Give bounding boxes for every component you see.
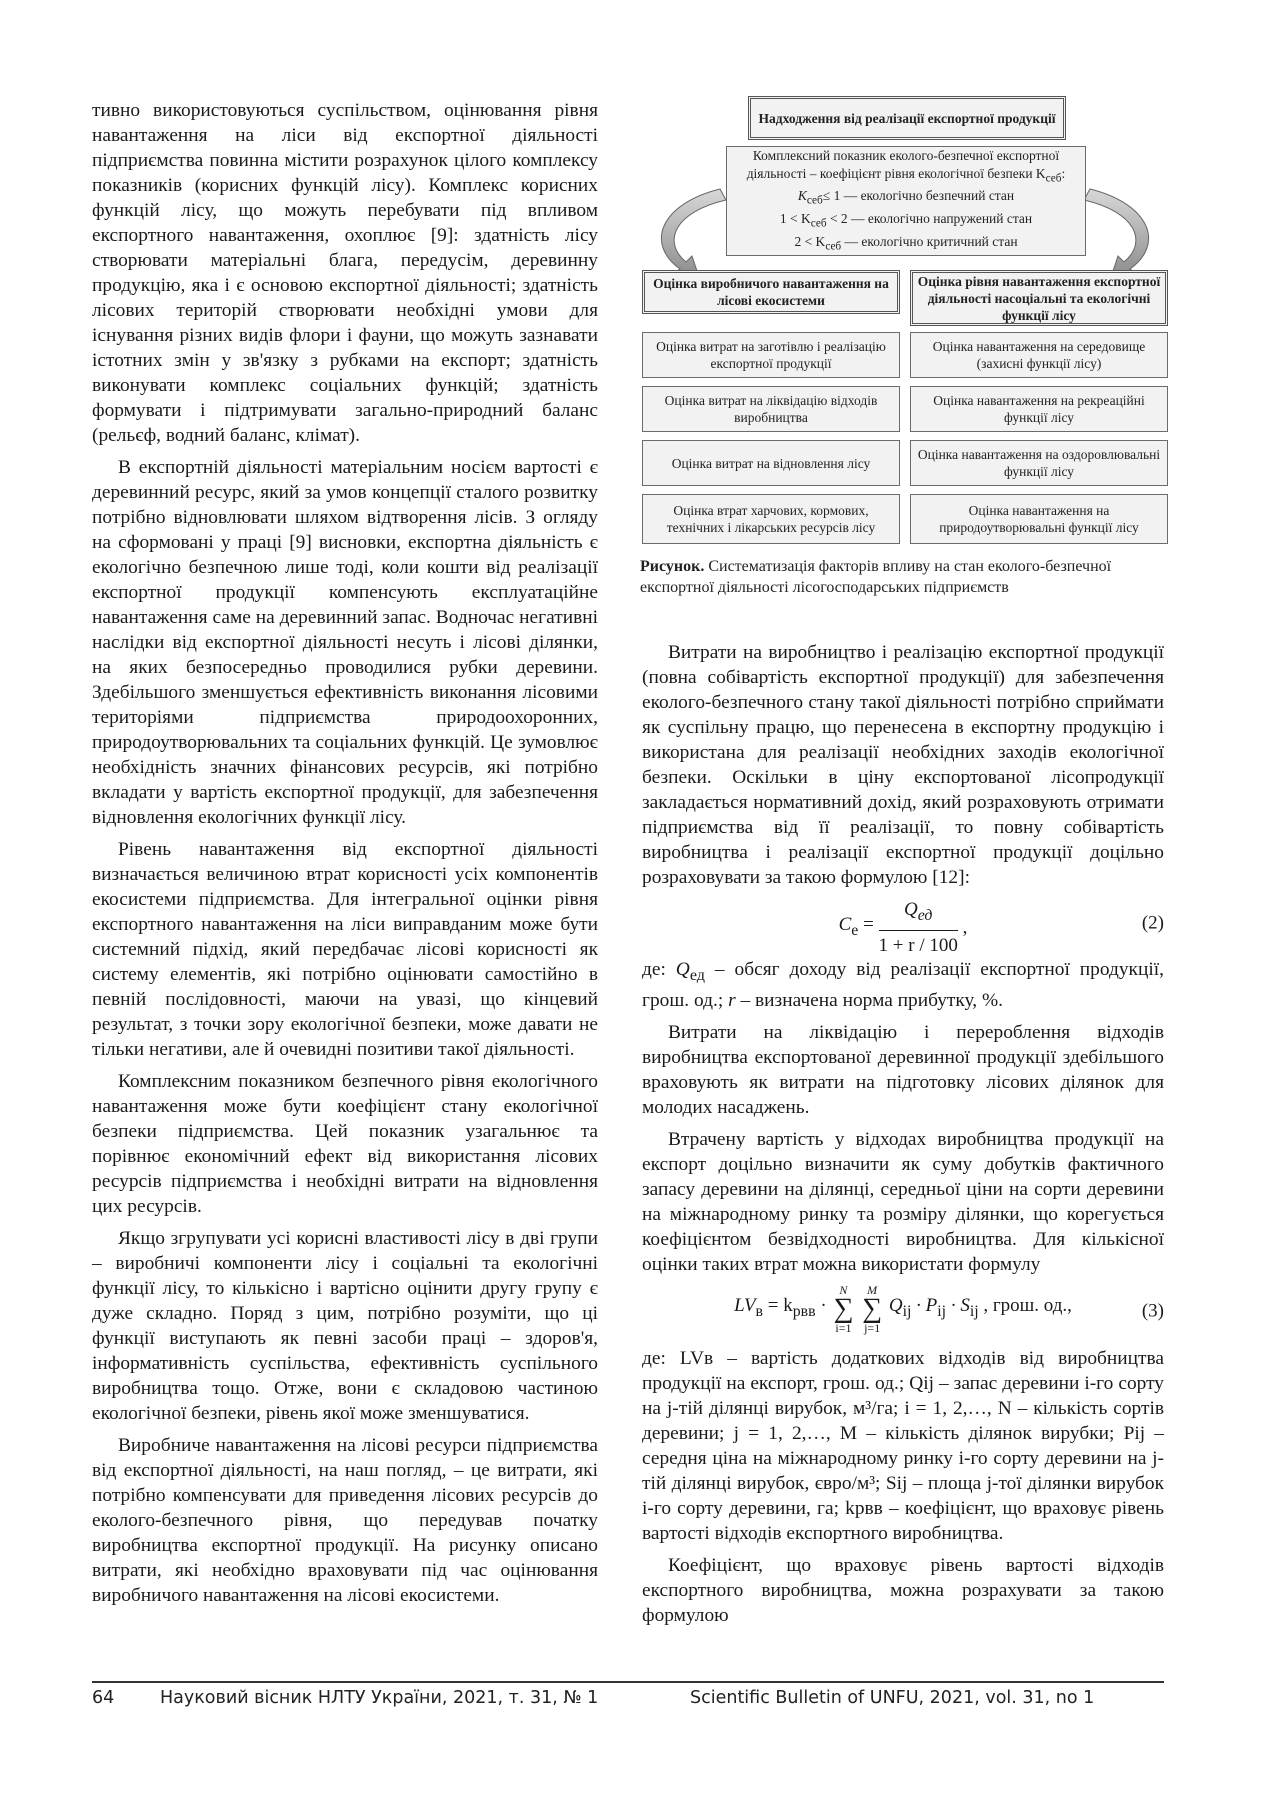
left-item-3: Оцінка витрат на відновлення лісу [642,440,900,486]
formula-3-number: (3) [1141,1300,1164,1322]
ecological-safety-index-box [726,146,1086,256]
index-line-3: $1 < K_{себ} < 2$ — екологічно напружений стан [779,211,1033,230]
right-paragraph-6: Коефіцієнт, що враховує рівень вартості відходів експортного виробництва, можна розрахувати за такою формулою [642,1554,1164,1626]
formula-2-fraction: $\frac{Q_{ед}}{1 + r / 100}$ [878,899,958,956]
left-item-2: Оцінка витрат на ліквідацію відходів виробництва [642,386,900,432]
left-paragraph-4: Комплексним показником безпечного рівня екологічного навантаження може бути коефіцієнт стану екологічної безпеки підприємства. Цей показник узагальнює та порівнює економічний ефект від використання лісових ресурсів підприємства і необхідні витрати на відновлення цих ресурсів. [92,1071,598,1217]
journal-title-en: Scientific Bulletin of UNFU, 2021, vol. 31, no 1 [690,1688,1095,1708]
right-item-4: Оцінка навантаження на природоутворювальні функції лісу [910,494,1168,544]
right-item-3: Оцінка навантаження на оздоровлювальні функції лісу [910,440,1168,486]
right-item-2: Оцінка навантаження на рекреаційні функції лісу [910,386,1168,432]
left-paragraph-1: тивно використовуються суспільством, оцінювання рівня навантаження на ліси від експортної діяльності підприємства повинна містити розрахунок цілого комплексу показників (корисних функцій лісу). Комплекс корисних функцій лісу, що можуть перебувати під впливом експортного навантаження, охоплює [9]: здатність лісу створювати матеріальні блага, передусім, деревинну продукцію, яка і є основою експортної діяльності; здатність лісових територій створювати необхідні умови для існування різних видів флори і фауни, що можуть зазнавати істотних змін у зв'язку з рубками на експорт; здатність виконувати комплекс соціальних функцій; здатність формувати і підтримувати загально-природний баланс (рельєф, водний баланс, клімат). [92,100,598,446]
index-line-1: Комплексний показник еколого-безпечної експортної діяльності – коефіцієнт рівня екологічної безпеки $K_{себ}$: [746,147,1066,185]
left-column [92,98,598,1615]
left-paragraph-5: Якщо згрупувати усі корисні властивості лісу в дві групи – виробничі компоненти лісу і соціальні та екологічні функції лісу, то кількісно і вартісно оцінити другу групу є дуже складно. Поряд з цим, потрібно розуміти, що ці функції виступають як певні засоби праці – здоров'я, інформативність суспільства, ефективність суспільного виробництва тощо. Отже, вони є складовою частиною екологічної безпеки, рівень якої може зменшуватися. [92,1228,598,1424]
left-paragraph-3: Рівень навантаження від експортної діяльності визначається величиною втрат корисності усіх компонентів екосистеми підприємства. Для інтегральної оцінки рівня експортного навантаження на ліси виправданим може бути системний підхід, який передбачає лісові корисності як систему елементів, які потрібно оцінювати самостійно в певній послідовності, маючи на увазі, що кінцевий результат, з точки зору екологічної безпеки, може давати не тільки негативи, але й очевидні позитиви такої діяльності. [92,839,598,1060]
figure-diagram [640,94,1170,556]
right-item-1: Оцінка навантаження на середовище (захисні функції лісу) [910,332,1168,378]
sum-i-operator: N ∑ i=1 [833,1282,854,1335]
left-item-1: Оцінка витрат на заготівлю і реалізацію експортної продукції [642,332,900,378]
right-column [642,640,1164,1635]
right-paragraph-4: Втрачену вартість у відходах виробництва продукції на експорт доцільно визначити як суму добутків фактичного запасу деревини на ділянці, середньої ціни на сорти деревини на міжнародному ринку та розміру ділянки, що корегується коефіцієнтом безвідходності виробництва. Для кількісної оцінки таких втрат можна використати формулу [642,1128,1164,1275]
right-paragraph-1: Витрати на виробництво і реалізацію експортної продукції (повна собівартість експортної продукції) для забезпечення еколого-безпечного стану такої діяльності потрібно сприймати як суспільну працю, що перенесена в експортну продукцію і використана для реалізації необхідних заходів екологічної безпеки. Оскільки в ціну експортованої лісопродукції закладається нормативний дохід, який розраховують отримати підприємства від її реалізації, то повну собівартість виробництва і реалізації експортної продукції доцільно розраховувати за такою формулою [12]: [642,642,1164,888]
index-line-4: $2 < K_{себ}$ — екологічно критичний стан [794,233,1018,253]
footer-rule [92,1681,1164,1683]
caption-text: Систематизація факторів впливу на стан еколого-безпечної експортної діяльності лісогосподарських підприємств [640,558,1112,596]
formula-2-number: (2) [1141,912,1164,934]
left-item-4: Оцінка втрат харчових, кормових, технічних і лікарських ресурсів лісу [642,494,900,544]
right-paragraph-3: Витрати на ліквідацію і перероблення відходів виробництва експортованої деревинної продукції здебільшого враховують як витрати на підготовку лісових ділянок для молодих насаджень. [642,1021,1164,1118]
revenue-box-text: Надходження від реалізації експортної продукції [758,110,1056,126]
left-paragraph-2: В експортній діяльності матеріальним носієм вартості є деревинний ресурс, який за умов концепції сталого розвитку потрібно відновлювати шляхом відтворення лісів. З огляду на сформовані у праці [9] висновки, експортна діяльність є екологічно безпечною лише тоді, коли кошти від реалізації експортної продукції компенсують експлуатаційне навантаження саме на деревинний запас. Водночас негативні наслідки від експортної діяльності несуть і лісові ділянки, на яких безпосередньо проводилися рубки деревини. Здебільшого зменшується ефективність виконання лісовими територіями підприємства природоохоронних, природоутворювальних та соціальних функцій. Це зумовлює необхідність значних фінансових ресурсів, які потрібно вкладати у вартість експортної продукції, для забезпечення відновлення екологічних функції лісу. [92,457,598,828]
revenue-box [748,96,1066,140]
page-number: 64 [92,1688,115,1708]
sum-j-operator: M ∑ j=1 [862,1282,883,1335]
index-line-2: $K_{себ}\le 1$ — екологічно безпечний стан [797,188,1015,207]
social-eco-load-header: Оцінка рівня навантаження експортної діяльності насоціальні та екологічні функції лісу [910,270,1168,326]
production-load-header: Оцінка виробничого навантаження на лісові екосистеми [642,270,900,314]
right-curved-arrow-icon [1084,189,1149,280]
left-curved-arrow-icon [661,189,726,280]
journal-title-ua: Науковий вісник НЛТУ України, 2021, т. 31, № 1 [160,1688,599,1708]
formula-3: $LV_в = k_{рвв} \cdot N$ ∑ i=1 M ∑ j=1 $Q_{ij} \cdot P_{ij} \cdot S_{ij}$ , грош. од., (3) [734,1282,1164,1335]
right-paragraph-2: де: $Q_{ед}$ – обсяг доходу від реалізації експортної продукції, грош. од.; r – визначена норма прибутку, %. [642,959,1164,1011]
left-paragraph-6: Виробниче навантаження на лісові ресурси підприємства від експортної діяльності, на наш погляд, – це витрати, які потрібно компенсувати для приведення лісових ресурсів до еколого-безпечного рівня, що передував початку виробництва експортної продукції. На рисунку описано витрати, які необхідно враховувати під час оцінювання виробничого навантаження на лісові екосистеми. [92,1435,598,1606]
figure-caption [640,556,1170,598]
caption-label: Рисунок. [640,558,705,575]
formula-2: $C_e$ = $\frac{Q_{ед}}{1 + r / 100}$ , (2) [838,899,1164,956]
right-paragraph-5: де: LVв – вартість додаткових відходів від виробництва продукції на експорт, грош. од.; Qij – запас деревини i-го сорту на j-тій ділянці вирубок, м³/га; i = 1, 2,…, N – кількість сортів деревини; j = 1, 2,…, M – кількість ділянок вирубки; Pij – середня ціна на міжнародному ринку i-го сорту деревини на j-тій ділянці вирубок, євро/м³; Sij – площа j-тої ділянки вирубок i-го сорту деревини, га; kрвв – коефіцієнт, що враховує рівень вартості відходів експортного виробництва. [642,1347,1164,1544]
